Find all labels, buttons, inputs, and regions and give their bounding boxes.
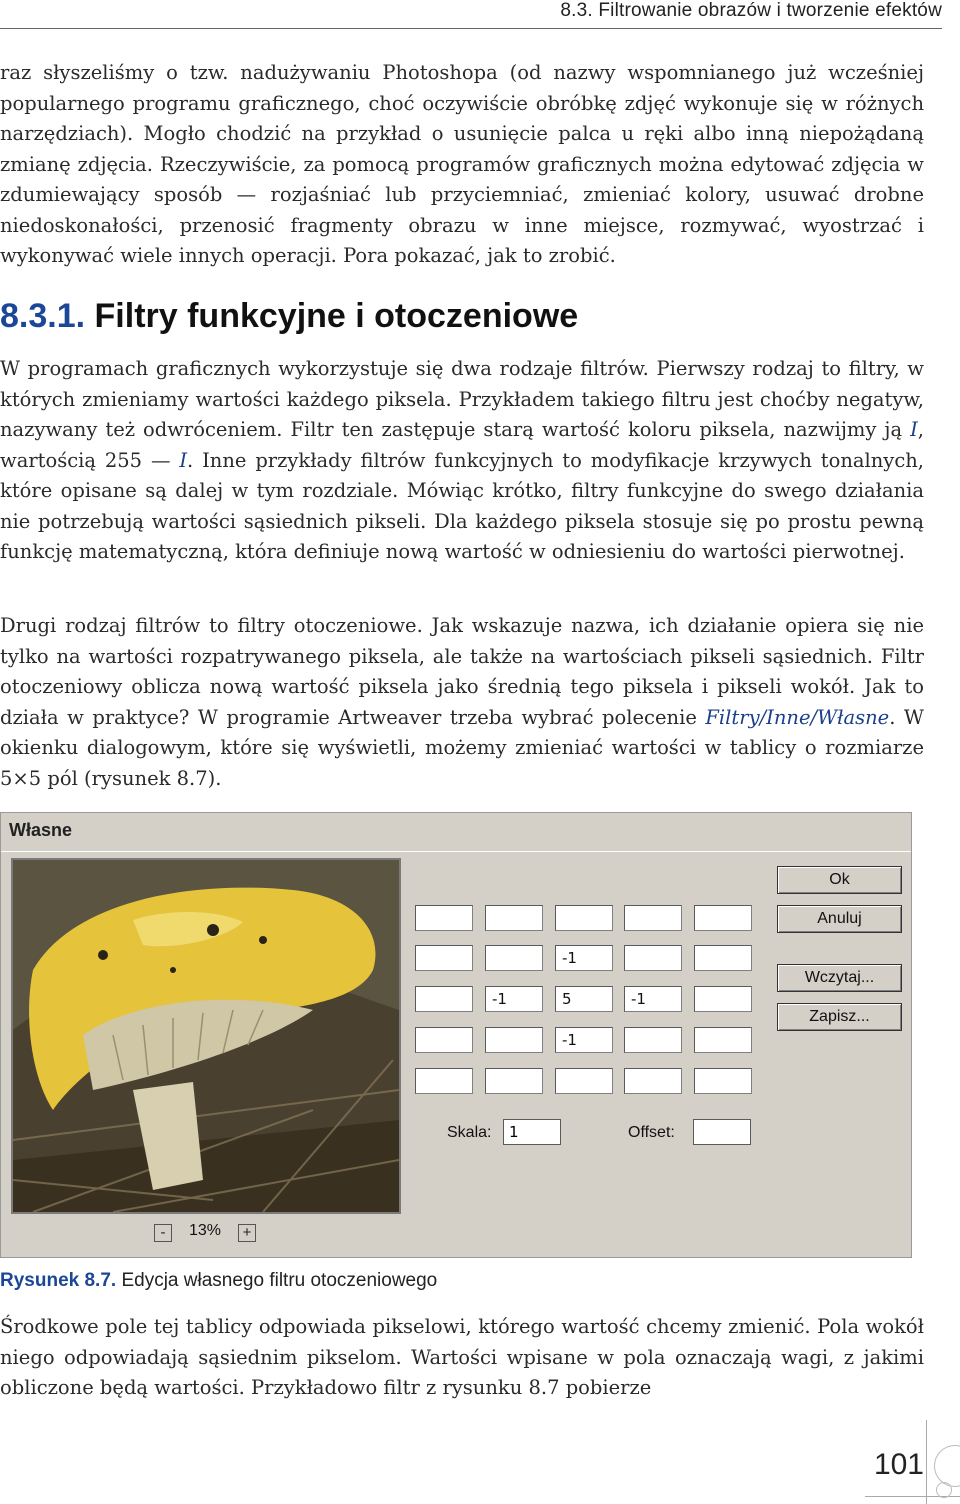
matrix-cell[interactable] [694,905,752,931]
matrix-cell[interactable] [624,905,682,931]
paragraph-center-cell: Środkowe pole tej tablicy odpowiada pikselowi, którego wartość chcemy zmienić. Pola wokół niego odpowiadają sąsiednim pikselom. Wartości wpisane w pola oznaczają wagi, z jakimi obliczone będą wartości. Przykładowo filtr z rysunku 8.7 pobierze [0,1315,924,1399]
dialog-title: Własne [9,820,73,840]
matrix-cell[interactable] [415,986,473,1012]
section-number: 8.3.1. [0,297,86,335]
matrix-cell[interactable] [415,905,473,931]
matrix-cell[interactable] [485,905,543,931]
save-button[interactable]: Zapisz... [777,1003,902,1031]
figure-caption [0,1270,437,1292]
zoom-out-button[interactable]: - [154,1224,172,1242]
matrix-cell[interactable] [555,1068,613,1094]
matrix-cell[interactable]: 5 [555,986,613,1012]
ok-button[interactable]: Ok [777,866,902,894]
section-heading [0,297,578,336]
preview-image[interactable] [11,858,401,1214]
matrix-cell[interactable] [485,945,543,971]
matrix-cell[interactable]: -1 [485,986,543,1012]
zoom-in-button[interactable]: + [238,1224,256,1242]
matrix-cell[interactable]: -1 [555,1027,613,1053]
matrix-cell[interactable] [694,1068,752,1094]
section-title: Filtry funkcyjne i otoczeniowe [94,297,579,335]
offset-input[interactable] [693,1119,751,1145]
page-number: 101 [873,1448,924,1481]
paragraph-intro: raz słyszeliśmy o tzw. nadużywaniu Photoshopa (od nazwy wspomnianego już wcześniej popularnego programu graficznego, choć oczywiście obróbkę zdjęć wykonuje się w różnych narzędziach). Mogło chodzić na przykład o usunięcie palca u ręki albo inną niepożądaną zmianę zdjęcia. Rzeczywiście, za pomocą programów graficznych można edytować zdjęcia w zdumiewający sposób — rozjaśniać lub przyciemniać, zmieniać kolory, usuwać drobne niedoskonałości, przenosić fragmenty obrazu w inne miejsce, rozmywać, wyostrzać i wykonywać wiele innych operacji. Pora pokazać, jak to zrobić. [0,61,924,267]
corner-decoration [926,1420,927,1504]
matrix-cell[interactable] [624,1027,682,1053]
menu-path: Filtry/Inne/Własne [705,705,890,729]
figure-text: Edycja własnego filtru otoczeniowego [121,1270,438,1291]
paragraph-function-filters [0,354,924,568]
matrix-cell[interactable] [694,1027,752,1053]
matrix-cell[interactable] [485,1068,543,1094]
custom-filter-dialog [0,812,912,1258]
text-run: W programach graficznych wykorzystuje się dwa rodzaje filtrów. Pierwszy rodzaj to filtry, w których zmieniamy wartości każdego piksela. Przykładem takiego filtru jest choćby negatyw, nazywany też odwróceniem. Filtr ten zastępuje starą wartość koloru piksela, nazwijmy ją [0,357,924,441]
paragraph-neighborhood-filters [0,611,924,794]
matrix-cell[interactable] [415,1068,473,1094]
variable-i: I [179,448,188,472]
variable-i: I [910,418,918,441]
dialog-separator [1,851,911,852]
text-run: Drugi rodzaj filtrów to filtry otoczeniowe. Jak wskazuje nazwa, ich działanie opiera się nie tylko na wartości rozpatrywanego piksela, ale także na wartościach pikseli sąsiednich. Filtr otoczeniowy oblicza nową wartość piksela jako średnią tego piksela i pikseli wokół. Jak to działa w praktyce? W programie Artweaver trzeba wybrać polecenie [0,614,924,729]
matrix-cell[interactable] [415,945,473,971]
dialog-titlebar [1,813,911,847]
matrix-cell[interactable]: -1 [555,945,613,971]
scale-label: Skala: [447,1124,492,1141]
matrix-cell[interactable] [415,1027,473,1053]
matrix-cell[interactable] [624,945,682,971]
load-button[interactable]: Wczytaj... [777,964,902,992]
matrix-cell[interactable] [485,1027,543,1053]
corner-decoration [934,1445,960,1487]
matrix-cell[interactable] [624,1068,682,1094]
text-run: , wartością 255 — [0,418,924,472]
zoom-level: 13% [189,1222,222,1239]
running-head-rule [0,28,942,29]
matrix-cell[interactable] [694,986,752,1012]
corner-decoration [936,1482,952,1498]
running-head: 8.3. Filtrowanie obrazów i tworzenie efektów [560,0,942,21]
offset-label: Offset: [628,1124,675,1141]
text-run: . W okienku dialogowym, które się wyświetli, możemy zmieniać wartości w tablicy o rozmiarze 5×5 pól (rysunek 8.7). [0,705,924,790]
scale-input[interactable]: 1 [503,1119,561,1145]
matrix-cell[interactable] [555,905,613,931]
text-run: . Inne przykłady filtrów funkcyjnych to modyfikacje krzywych tonalnych, które opisane są dalej w tym rozdziale. Mówiąc krótko, filtry funkcyjne do swego działania nie potrzebują wartości sąsiednich pikseli. Dla każdego piksela stosuje się po prostu pewną funkcję matematyczną, która definiuje nową wartość w odniesieniu do wartości pierwotnej. [0,448,925,563]
figure-label: Rysunek 8.7. [0,1270,117,1291]
matrix-cell[interactable] [694,945,752,971]
matrix-cell[interactable]: -1 [624,986,682,1012]
cancel-button[interactable]: Anuluj [777,905,902,933]
